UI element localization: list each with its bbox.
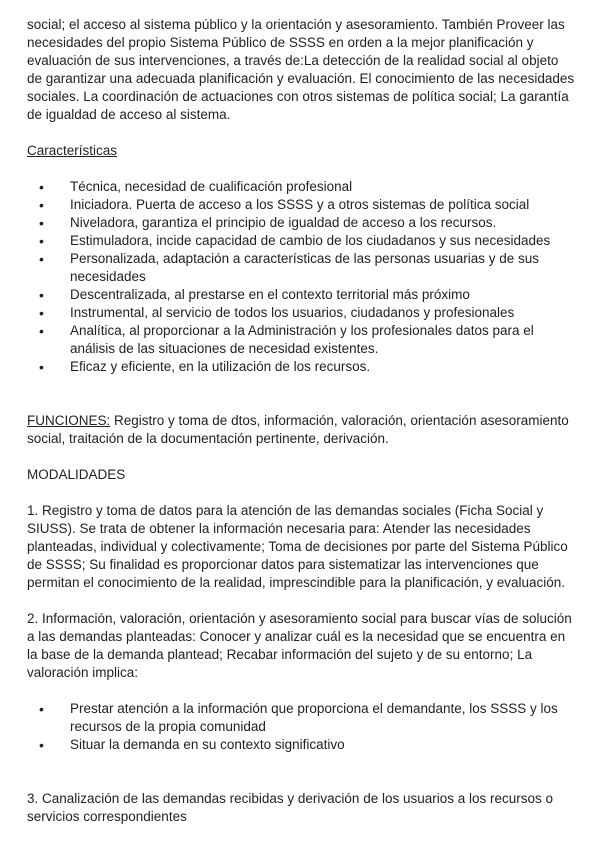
modalidad-2: 2. Información, valoración, orientación y asesoramiento social para buscar vías de solución a las demandas planteadas: Conocer y analizar cuál es la necesidad que se encuentra en la base de la demanda plantead; Recabar información del sujeto y de su entorno; La valoración implica: [27, 611, 572, 680]
list-item: • Iniciadora. Puerta de acceso a los SSSS y a otros sistemas de política social [27, 196, 576, 214]
list-item: • Descentralizada, al prestarse en el contexto territorial más próximo [27, 286, 576, 304]
caracteristicas-heading: Características [27, 143, 118, 158]
list-item: • Prestar atención a la información que proporciona el demandante, los SSSS y los recursos de la propia comunidad [27, 700, 576, 736]
caracteristicas-list [27, 178, 576, 376]
list-item: • Niveladora, garantiza el principio de igualdad de acceso a los recursos. [27, 214, 576, 232]
valoracion-list [27, 700, 576, 754]
funciones-paragraph [27, 412, 576, 448]
modalidad-1: 1. Registro y toma de datos para la atención de las demandas sociales (Ficha Social y SIUSS). Se trata de obtener la información necesaria para: Atender las necesidades planteadas, individual y colectivamente; Toma de decisiones por parte del Sistema Público de SSSS; Su finalidad es proporcionar datos para sistematizar las intervenciones que permitan el conocimiento de la realidad, imprescindible para la planificación, y evaluación. [27, 503, 568, 590]
modalidades-heading: MODALIDADES [27, 467, 126, 482]
modalidad-3: 3. Canalización de las demandas recibidas y derivación de los usuarios a los recursos o servicios correspondientes [27, 791, 554, 824]
list-item: • Situar la demanda en su contexto significativo [27, 736, 576, 754]
list-item: • Instrumental, al servicio de todos los usuarios, ciudadanos y profesionales [27, 304, 576, 322]
list-item: • Eficaz y eficiente, en la utilización de los recursos. [27, 358, 576, 376]
list-item: • Técnica, necesidad de cualificación profesional [27, 178, 576, 196]
list-item: • Estimuladora, incide capacidad de cambio de los ciudadanos y sus necesidades [27, 232, 576, 250]
list-item: • Analítica, al proporcionar a la Administración y los profesionales datos para el análisis de las situaciones de necesidad existentes. [27, 322, 576, 358]
list-item: • Personalizada, adaptación a características de las personas usuarias y de sus necesidades [27, 250, 576, 286]
funciones-label: FUNCIONES: [27, 413, 111, 428]
funciones-text: Registro y toma de dtos, información, valoración, orientación asesoramiento social, traitación de la documentación pertinente, derivación. [27, 413, 569, 446]
intro-paragraph: social; el acceso al sistema público y la orientación y asesoramiento. También Proveer las necesidades del propio Sistema Público de SSSS en orden a la mejor planificación y evaluación de sus intervenciones, a través de:La detección de la realidad social al objeto de garantizar una adecuada planificación y evaluación. El conocimiento de las necesidades sociales. La coordinación de actuaciones con otros sistemas de política social; La garantía de igualdad de acceso al sistema. [27, 17, 575, 122]
